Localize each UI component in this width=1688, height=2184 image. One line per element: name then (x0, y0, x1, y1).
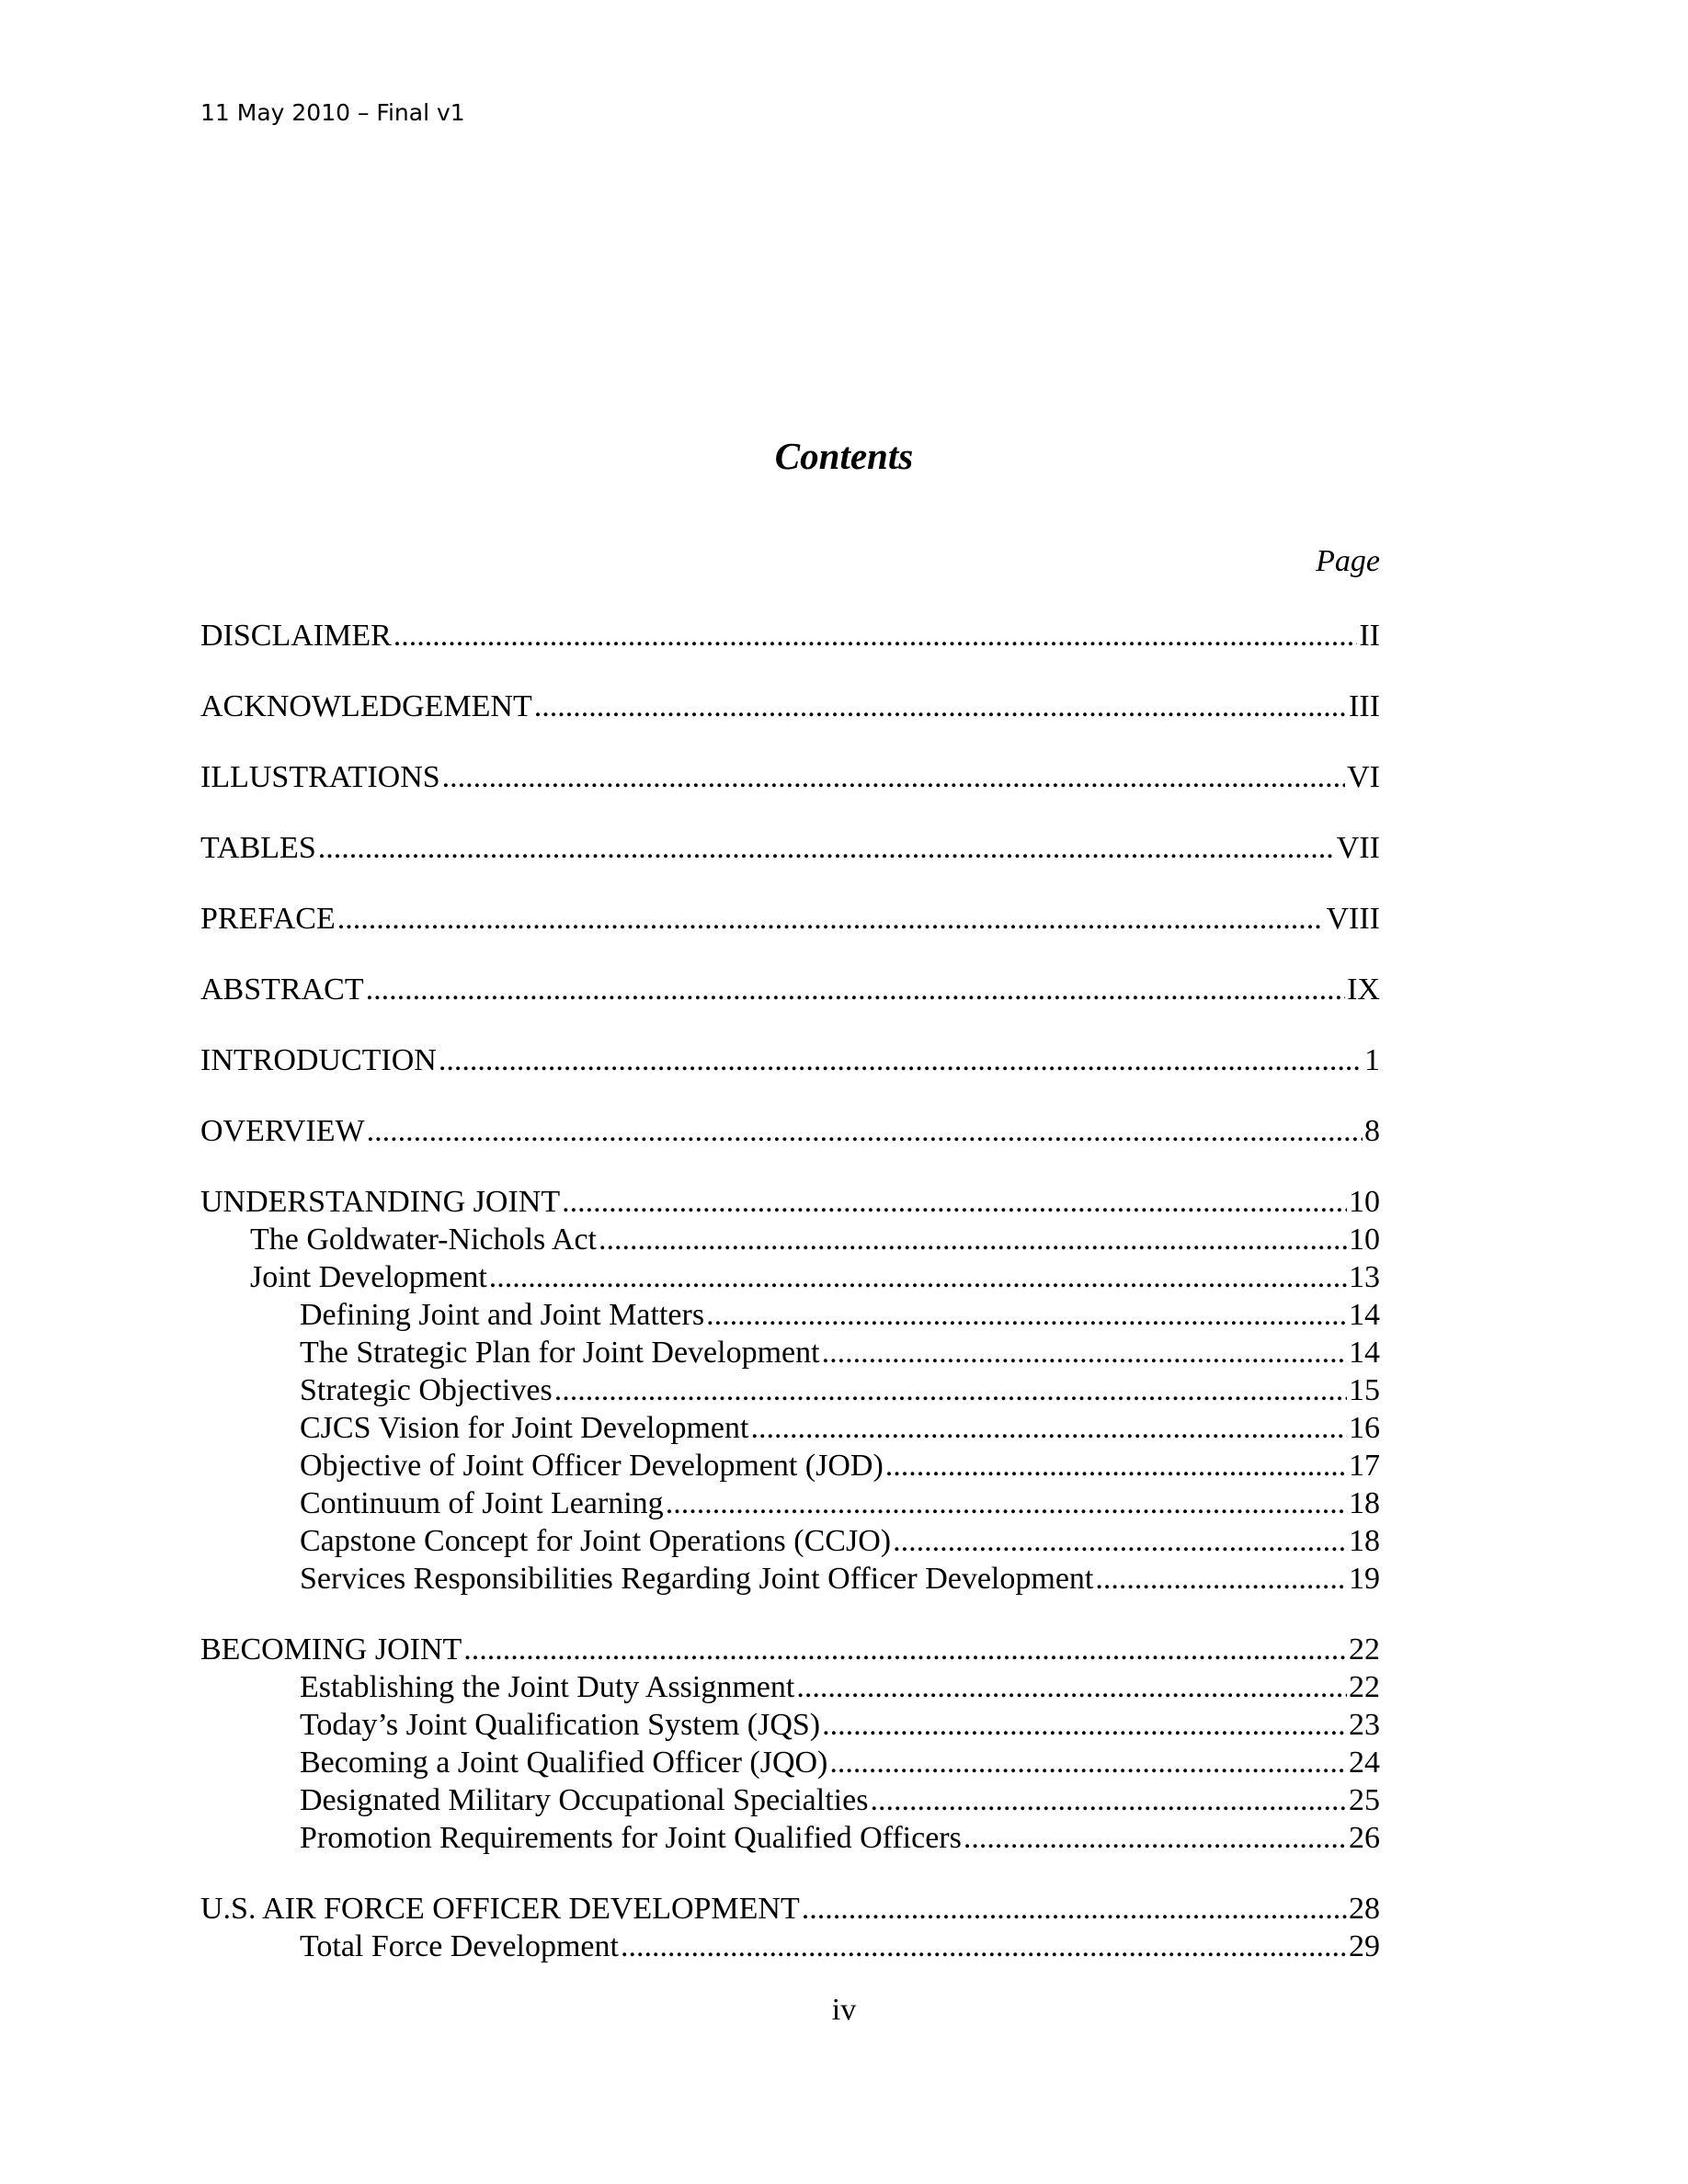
toc-entry-page: 24 (1349, 1746, 1380, 1780)
toc-leader-dots (829, 1744, 1347, 1781)
toc-entry-page: 17 (1349, 1449, 1380, 1483)
toc-entry-label: Capstone Concept for Joint Operations (CCJO) (300, 1524, 892, 1558)
toc-entry-label: TABLES (200, 831, 316, 865)
toc-entry-page: 14 (1349, 1298, 1380, 1332)
toc-leader-dots (822, 1706, 1347, 1744)
toc-entry-label: Defining Joint and Joint Matters (300, 1298, 705, 1332)
toc-entry-overview[interactable] (200, 1112, 1380, 1150)
toc-entry-label: INTRODUCTION (200, 1043, 437, 1077)
toc-entry-establishing-jda[interactable] (200, 1668, 1380, 1706)
toc-entry-page: 22 (1349, 1670, 1380, 1704)
toc-entry-strategic-plan[interactable] (200, 1334, 1380, 1371)
toc-entry-page: 28 (1349, 1892, 1380, 1926)
toc-entry-understanding-joint[interactable] (200, 1183, 1380, 1221)
toc-entry-introduction[interactable] (200, 1041, 1380, 1079)
toc-entry-page: IX (1347, 973, 1380, 1007)
toc-entry-page: 23 (1349, 1708, 1380, 1742)
toc-leader-dots (489, 1258, 1347, 1296)
toc-entry-tables[interactable] (200, 829, 1380, 867)
toc-entry-page: 10 (1349, 1185, 1380, 1219)
toc-entry-page: 15 (1349, 1373, 1380, 1407)
toc-leader-dots (599, 1221, 1347, 1258)
toc-entry-page: 16 (1349, 1411, 1380, 1445)
toc-entry-page: 19 (1349, 1562, 1380, 1596)
toc-leader-dots (554, 1371, 1347, 1409)
toc-entry-label: DISCLAIMER (200, 619, 392, 653)
toc-entry-label: ABSTRACT (200, 973, 364, 1007)
table-of-contents (200, 617, 1380, 1965)
toc-entry-abstract[interactable] (200, 971, 1380, 1008)
header-note: 11 May 2010 – Final v1 (200, 99, 465, 126)
toc-entry-label: Continuum of Joint Learning (300, 1486, 664, 1520)
toc-entry-page: 18 (1349, 1486, 1380, 1520)
toc-entry-label: Promotion Requirements for Joint Qualified Officers (300, 1821, 962, 1855)
toc-entry-label: Joint Development (250, 1260, 487, 1294)
toc-entry-label: PREFACE (200, 902, 336, 936)
toc-leader-dots (750, 1409, 1347, 1447)
toc-entry-page: 8 (1364, 1114, 1380, 1148)
toc-entry-label: ILLUSTRATIONS (200, 760, 440, 794)
toc-leader-dots (393, 617, 1358, 654)
toc-entry-page: 13 (1349, 1260, 1380, 1294)
toc-entry-usaf-officer-development[interactable] (200, 1890, 1380, 1928)
toc-leader-dots (366, 971, 1346, 1008)
toc-leader-dots (442, 758, 1345, 796)
toc-entry-page: 29 (1349, 1929, 1380, 1963)
toc-entry-becoming-jqo[interactable] (200, 1744, 1380, 1781)
toc-entry-label: CJCS Vision for Joint Development (300, 1411, 749, 1445)
toc-leader-dots (463, 1631, 1347, 1668)
toc-entry-label: Objective of Joint Officer Development (JOD) (300, 1449, 884, 1483)
toc-entry-strategic-objectives[interactable] (200, 1371, 1380, 1409)
toc-entry-page: VII (1336, 831, 1380, 865)
toc-entry-page: 18 (1349, 1524, 1380, 1558)
toc-entry-joint-development[interactable] (200, 1258, 1380, 1296)
toc-entry-label: U.S. AIR FORCE OFFICER DEVELOPMENT (200, 1892, 800, 1926)
toc-leader-dots (562, 1183, 1347, 1221)
toc-entry-illustrations[interactable] (200, 758, 1380, 796)
page-number: iv (831, 1993, 857, 2027)
toc-entry-preface[interactable] (200, 900, 1380, 938)
toc-leader-dots (1095, 1560, 1347, 1598)
toc-leader-dots (802, 1890, 1347, 1928)
toc-entry-page: VI (1347, 760, 1380, 794)
toc-entry-acknowledgement[interactable] (200, 688, 1380, 725)
toc-entry-disclaimer[interactable] (200, 617, 1380, 654)
toc-entry-label: The Strategic Plan for Joint Development (300, 1336, 820, 1370)
toc-entry-label: ACKNOWLEDGEMENT (200, 689, 532, 723)
toc-entry-designated-specialties[interactable] (200, 1781, 1380, 1819)
toc-entry-label: Today’s Joint Qualification System (JQS) (300, 1708, 821, 1742)
toc-entry-objective-jod[interactable] (200, 1447, 1380, 1484)
toc-entry-defining-joint[interactable] (200, 1296, 1380, 1334)
toc-entry-label: UNDERSTANDING JOINT (200, 1185, 561, 1219)
toc-entry-services-responsibilities[interactable] (200, 1560, 1380, 1598)
toc-entry-page: 22 (1349, 1632, 1380, 1666)
toc-entry-total-force-development[interactable] (200, 1928, 1380, 1965)
toc-leader-dots (534, 688, 1347, 725)
toc-entry-label: BECOMING JOINT (200, 1632, 462, 1666)
toc-entry-label: Services Responsibilities Regarding Joint Officer Development (300, 1562, 1094, 1596)
toc-entry-page: 14 (1349, 1336, 1380, 1370)
toc-entry-label: Designated Military Occupational Specialties (300, 1783, 869, 1817)
toc-entry-label: Strategic Objectives (300, 1373, 553, 1407)
toc-entry-page: II (1359, 619, 1380, 653)
toc-leader-dots (796, 1668, 1347, 1706)
toc-entry-page: VIII (1326, 902, 1380, 936)
toc-leader-dots (318, 829, 1335, 867)
toc-entry-page: 1 (1364, 1043, 1380, 1077)
toc-leader-dots (367, 1112, 1363, 1150)
toc-entry-promotion-requirements[interactable] (200, 1819, 1380, 1857)
toc-leader-dots (706, 1296, 1347, 1334)
toc-leader-dots (822, 1334, 1347, 1371)
toc-entry-goldwater-nichols-act[interactable] (200, 1221, 1380, 1258)
toc-entry-todays-jqs[interactable] (200, 1706, 1380, 1744)
toc-entry-label: The Goldwater-Nichols Act (250, 1223, 597, 1257)
toc-leader-dots (439, 1041, 1363, 1079)
toc-entry-label: Total Force Development (300, 1929, 619, 1963)
toc-leader-dots (337, 900, 1325, 938)
page-title: Contents (774, 435, 914, 477)
toc-entry-continuum-learning[interactable] (200, 1484, 1380, 1522)
toc-entry-label: Becoming a Joint Qualified Officer (JQO) (300, 1746, 828, 1780)
toc-entry-label: Establishing the Joint Duty Assignment (300, 1670, 795, 1704)
toc-leader-dots (666, 1484, 1347, 1522)
toc-entry-cjcs-vision[interactable] (200, 1409, 1380, 1447)
toc-entry-label: OVERVIEW (200, 1114, 365, 1148)
toc-leader-dots (870, 1781, 1347, 1819)
toc-leader-dots (621, 1928, 1347, 1965)
toc-entry-page: 10 (1349, 1223, 1380, 1257)
toc-entry-page: 26 (1349, 1821, 1380, 1855)
toc-leader-dots (885, 1447, 1347, 1484)
toc-leader-dots (964, 1819, 1347, 1857)
toc-entry-becoming-joint[interactable] (200, 1631, 1380, 1668)
toc-entry-page: III (1349, 689, 1380, 723)
toc-leader-dots (893, 1522, 1347, 1560)
toc-entry-page: 25 (1349, 1783, 1380, 1817)
toc-entry-capstone-concept[interactable] (200, 1522, 1380, 1560)
page-column-label: Page (1316, 544, 1380, 578)
